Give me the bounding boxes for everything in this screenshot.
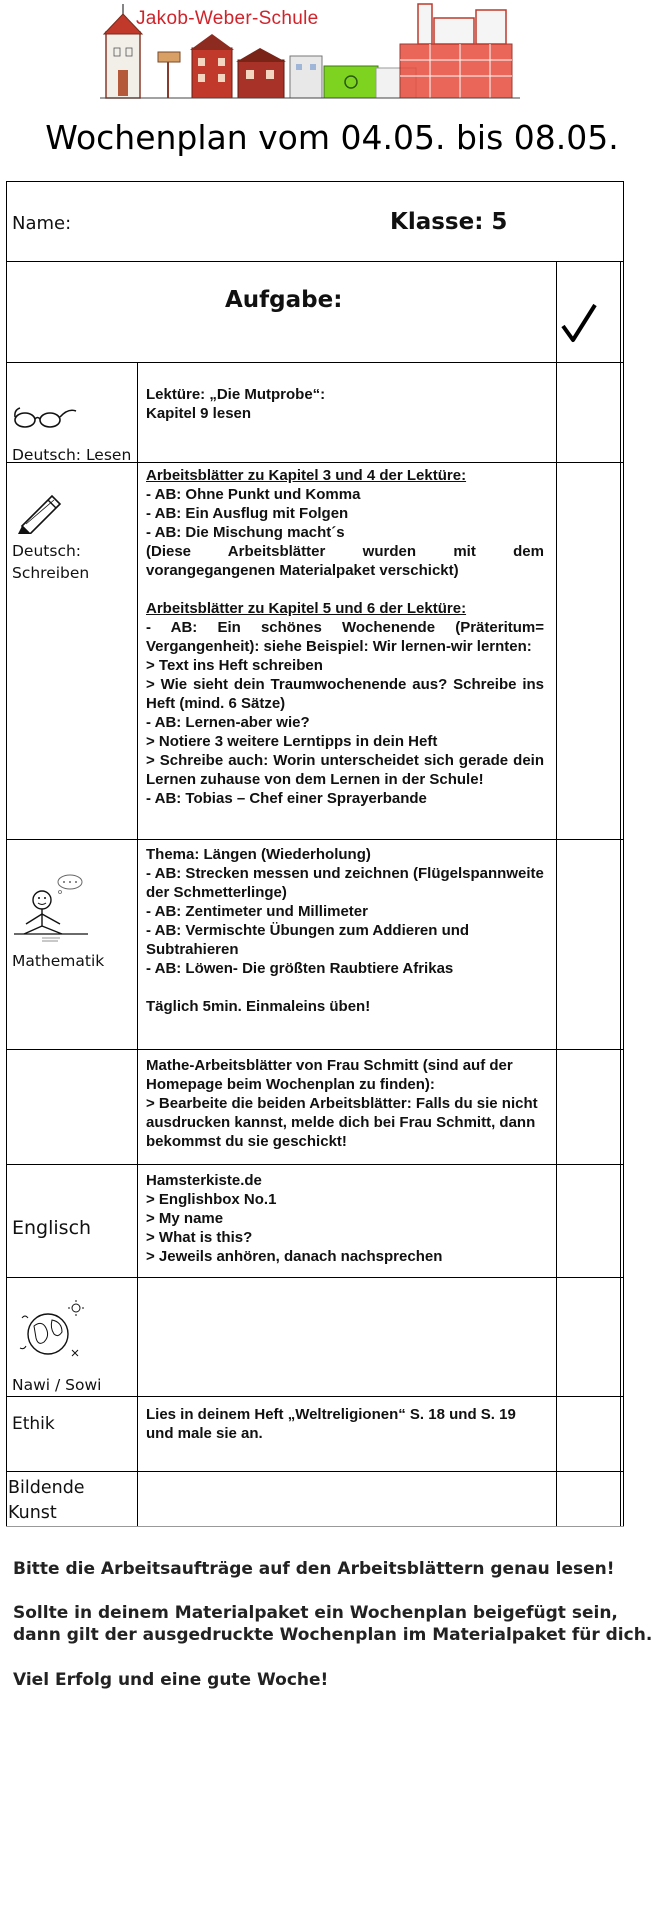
section-heading: Arbeitsblätter zu Kapitel 3 und 4 der Lektüre: — [146, 467, 467, 484]
task-mathe-schmitt — [146, 1056, 544, 1151]
subject-nawi-sowi: Nawi / Sowi — [12, 1376, 102, 1394]
text-line: - AB: Ohne Punkt und Komma — [146, 486, 361, 503]
text-line: - AB: Tobias – Chef einer Sprayerbande — [146, 790, 427, 807]
text-line: - AB: Lernen-aber wie? — [146, 714, 310, 731]
glasses-icon — [12, 402, 78, 432]
task-mathematik — [146, 845, 544, 1016]
text-line: > Wie sieht dein Traumwochenende aus? Schreibe ins Heft (mind. 6 Sätze) — [146, 676, 544, 712]
text-line: (Diese Arbeitsblätter wurden mit dem vorangegangenen Materialpaket verschickt) — [146, 543, 544, 579]
footer-note-3 — [13, 1669, 653, 1691]
text-line: > Schreibe auch: Worin unterscheidet sich gerade dein Lernen zuhause von dem Lernen in der Schule! — [146, 752, 544, 788]
text-line: - AB: Ein schönes Wochenende (Präteritum= Vergangenheit): siehe Beispiel: Wir lernen-wir lernten: — [146, 619, 544, 655]
page-title: Wochenplan vom 04.05. bis 08.05. — [45, 118, 619, 157]
text-line: Lies in deinem Heft „Weltreligionen“ S. 18 und S. 19 und male sie an. — [146, 1406, 516, 1442]
text-line: > Jeweils anhören, danach nachsprechen — [146, 1248, 443, 1265]
footer-note-1 — [13, 1558, 653, 1580]
text-line: Kapitel 9 lesen — [146, 405, 252, 422]
task-ethik — [146, 1405, 516, 1443]
subject-mathematik: Mathematik — [12, 952, 105, 970]
subject-line: Schreiben — [12, 564, 90, 582]
text-line: Thema: Längen (Wiederholung) — [146, 846, 371, 863]
text-line: - AB: Strecken messen und zeichnen (Flügelspannweite der Schmetterlinge) — [146, 865, 544, 901]
footer-line: Bitte die Arbeitsaufträge auf den Arbeitsblättern genau lesen! — [13, 1559, 615, 1579]
text-line: > Text ins Heft schreiben — [146, 657, 323, 674]
footer-line: Viel Erfolg und eine gute Woche! — [13, 1670, 329, 1690]
text-line: - AB: Zentimeter und Millimeter — [146, 903, 368, 920]
text-line: > Notiere 3 weitere Lerntipps in dein Heft — [146, 733, 438, 750]
text-line: > What is this? — [146, 1229, 253, 1246]
school-header — [100, 0, 520, 100]
subject-line: Bildende — [8, 1478, 85, 1498]
globe-icon — [16, 1298, 90, 1364]
checkmark-icon — [560, 302, 598, 344]
text-line: - AB: Ein Ausflug mit Folgen — [146, 505, 349, 522]
subject-ethik: Ethik — [12, 1414, 55, 1434]
subject-line: Deutsch: — [12, 542, 82, 560]
section-heading: Arbeitsblätter zu Kapitel 5 und 6 der Lektüre: — [146, 600, 467, 617]
text-line: > Englishbox No.1 — [146, 1191, 277, 1208]
text-line: - AB: Die Mischung macht´s — [146, 524, 345, 541]
text-line: Hamsterkiste.de — [146, 1172, 262, 1189]
text-line: > Bearbeite die beiden Arbeitsblätter: Falls du sie nicht ausdrucken kannst, melde dich bei Frau Schmitt, dann bekommst du sie geschickt! — [146, 1095, 538, 1150]
text-line: Mathe-Arbeitsblätter von Frau Schmitt (sind auf der Homepage beim Wochenplan zu finden): — [146, 1057, 513, 1093]
text-line: - AB: Vermischte Übungen zum Addieren und Subtrahieren — [146, 922, 470, 958]
aufgabe-header: Aufgabe: — [225, 287, 343, 313]
subject-englisch: Englisch — [12, 1217, 92, 1239]
school-name: Jakob-Weber-Schule — [136, 8, 319, 29]
footer-note-2 — [13, 1602, 653, 1646]
text-line: > My name — [146, 1210, 224, 1227]
subject-deutsch-lesen: Deutsch: Lesen — [12, 446, 132, 464]
subject-bildende-kunst — [8, 1476, 85, 1526]
task-englisch — [146, 1171, 544, 1266]
subject-deutsch-schreiben — [12, 540, 89, 584]
task-deutsch-schreiben — [146, 466, 544, 808]
text-line: Täglich 5min. Einmaleins üben! — [146, 998, 371, 1015]
subject-line: Kunst — [8, 1503, 57, 1523]
text-line: - AB: Löwen- Die größten Raubtiere Afrikas — [146, 960, 454, 977]
klasse-label: Klasse: 5 — [390, 209, 508, 235]
text-line: Lektüre: „Die Mutprobe“: — [146, 386, 326, 403]
pencil-icon — [16, 490, 66, 534]
task-deutsch-lesen — [146, 385, 544, 423]
name-label: Name: — [12, 213, 72, 234]
stick-figure-icon — [12, 870, 92, 946]
footer-line: Sollte in deinem Materialpaket ein Wochenplan beigefügt sein, dann gilt der ausgedruckte Wochenplan im Materialpaket für dich. — [13, 1603, 653, 1645]
